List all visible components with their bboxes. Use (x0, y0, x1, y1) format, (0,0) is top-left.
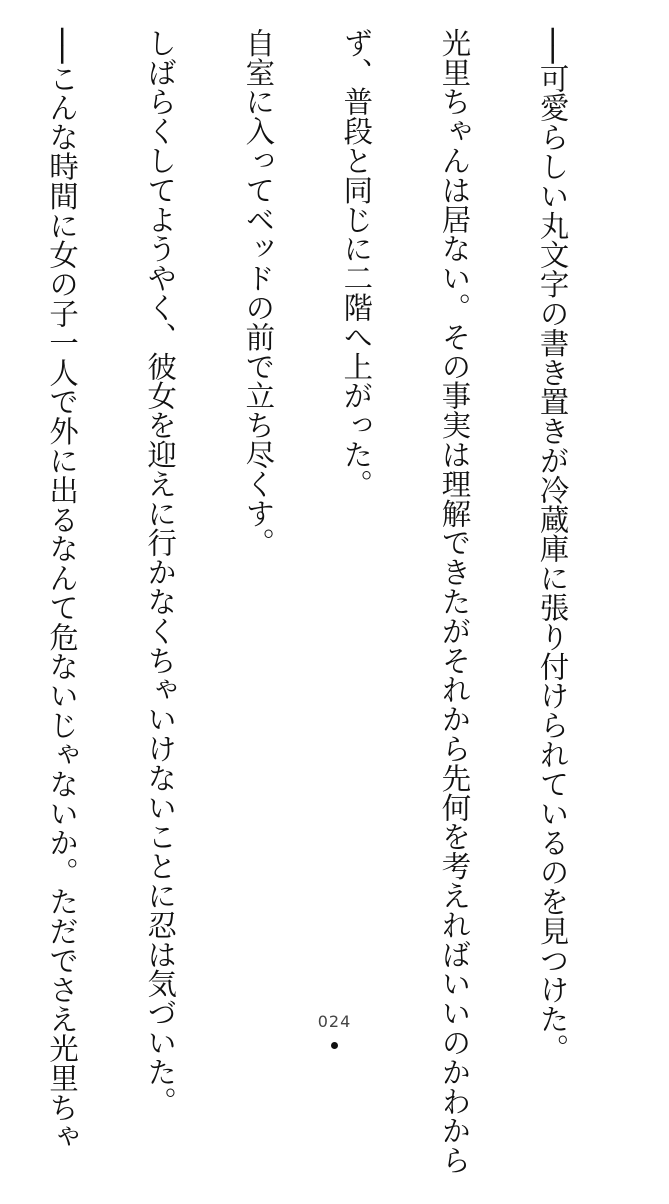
text-line: ──可愛らしい丸文字の書き置きが冷蔵庫に張り付けられているのを見つけた。 (535, 28, 570, 1063)
text-line: 光里ちゃんは居ない。その事実は理解できたがそれから先何を考えればいいのかわから (437, 28, 472, 1175)
bullet-mark (331, 1042, 338, 1049)
text-line: ず、普段と同じに二階へ上がった。 (339, 28, 374, 499)
text-line: ──こんな時間に女の子一人で外に出るなんて危ないじゃないか。ただでさえ光里ちゃ (45, 28, 80, 1152)
text-line: しばらくしてようやく、彼女を迎えに行かなくちゃいけないことに忍は気づいた。 (143, 28, 178, 1116)
text-line: 自室に入ってベッドの前で立ち尽くす。 (241, 28, 276, 558)
page-number: 024 (317, 1012, 352, 1031)
